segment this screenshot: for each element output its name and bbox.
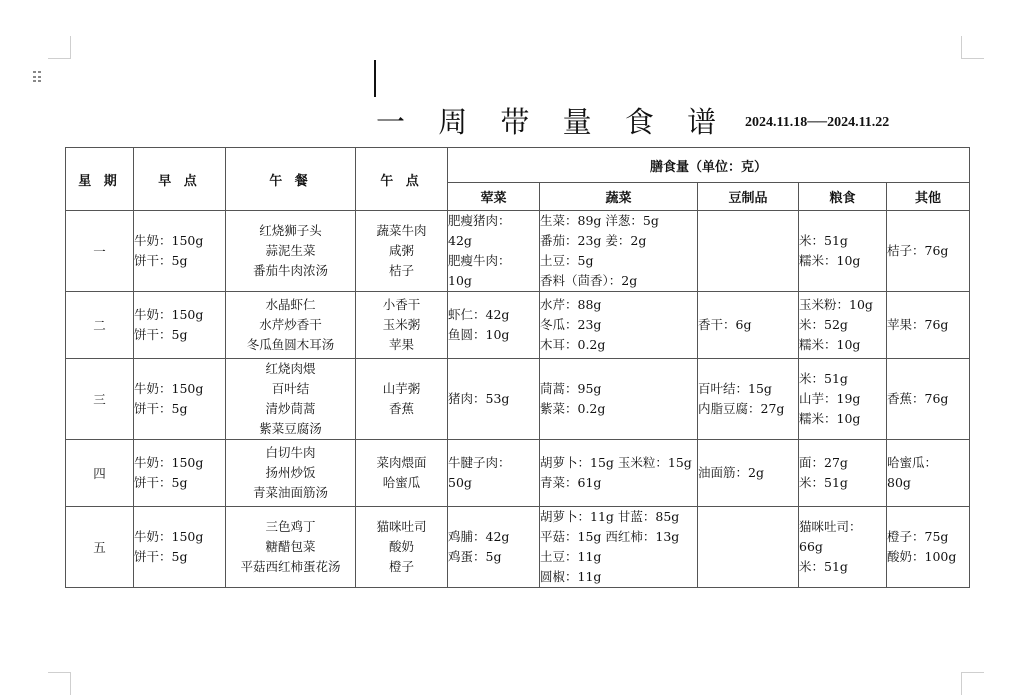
header-grain: 粮食 (799, 183, 887, 211)
lunch-line: 冬瓜鱼圆木耳汤 (246, 337, 335, 352)
snack-line: 苹果 (388, 337, 414, 352)
lunch-line: 蒜泥生菜 (265, 243, 316, 258)
vegetable-line: 生菜：89g 洋葱：5g (540, 213, 659, 228)
grain-cell[interactable] (799, 211, 887, 292)
vegetable-cell[interactable] (540, 440, 698, 507)
breakfast-line: 饼干：5g (134, 327, 188, 342)
snack-cell[interactable] (356, 440, 448, 507)
snack-line: 山芋粥 (382, 381, 421, 396)
lunch-line: 紫菜豆腐汤 (259, 421, 322, 436)
soy-cell[interactable] (698, 440, 799, 507)
soy-line: 百叶结：15g (698, 381, 772, 396)
other-line: 桔子：76g (887, 243, 949, 258)
header-other: 其他 (887, 183, 970, 211)
lunch-line: 红烧狮子头 (259, 223, 322, 238)
soy-cell[interactable] (698, 292, 799, 359)
snack-line: 香蕉 (388, 401, 414, 416)
vegetable-cell[interactable] (540, 292, 698, 359)
document-title[interactable]: 一 周 带 量 食 谱 (376, 105, 729, 139)
meat-cell[interactable] (448, 507, 540, 588)
lunch-line: 百叶结 (271, 381, 310, 396)
grain-line: 面：27g (799, 455, 848, 470)
meat-line: 肥瘦牛肉： (448, 253, 511, 268)
page-corner-mark-bottom-left (48, 672, 71, 695)
lunch-cell[interactable] (226, 359, 356, 440)
other-line: 酸奶：100g (887, 549, 957, 564)
meat-line: 肥瘦猪肉： (448, 213, 511, 228)
vegetable-line: 胡萝卜：15g 玉米粒：15g (540, 455, 692, 470)
table-row (66, 292, 970, 359)
vegetable-line: 土豆：11g (540, 549, 602, 564)
grain-line: 糯米：10g (799, 337, 861, 352)
lunch-line: 番茄牛肉浓汤 (252, 263, 328, 278)
lunch-line: 三色鸡丁 (265, 519, 316, 534)
meat-line: 牛腱子肉： (448, 455, 511, 470)
weekday-cell[interactable] (66, 440, 134, 507)
vegetable-cell[interactable] (540, 359, 698, 440)
snack-line: 橙子 (388, 559, 414, 574)
lunch-line: 水晶虾仁 (265, 297, 316, 312)
other-cell[interactable] (887, 211, 970, 292)
block-drag-handle-icon[interactable] (33, 71, 41, 83)
weekday-cell[interactable] (66, 292, 134, 359)
breakfast-line: 牛奶：150g (134, 529, 204, 544)
meat-line: 50g (448, 475, 472, 490)
grain-line: 山芋：19g (799, 391, 861, 406)
vegetable-line: 土豆：5g (540, 253, 594, 268)
soy-line: 香干：6g (698, 317, 752, 332)
grain-line: 糯米：10g (799, 411, 861, 426)
weekday-cell[interactable] (66, 359, 134, 440)
weekday-label: 二 (93, 318, 106, 333)
breakfast-cell[interactable] (134, 359, 226, 440)
meat-cell[interactable] (448, 211, 540, 292)
grain-line: 玉米粉：10g (799, 297, 873, 312)
table-row (66, 211, 970, 292)
lunch-line: 扬州炒饭 (265, 465, 316, 480)
header-lunch: 午 餐 (226, 148, 356, 211)
grain-line: 糯米：10g (799, 253, 861, 268)
lunch-cell[interactable] (226, 507, 356, 588)
other-line: 橙子：75g (887, 529, 949, 544)
meat-line: 鸡蛋：5g (448, 549, 502, 564)
soy-line: 内脂豆腐：27g (698, 401, 785, 416)
text-cursor (374, 60, 376, 97)
meat-cell[interactable] (448, 359, 540, 440)
snack-cell[interactable] (356, 211, 448, 292)
other-line: 香蕉：76g (887, 391, 949, 406)
weekly-menu-table[interactable] (65, 147, 970, 588)
table-row (66, 507, 970, 588)
snack-line: 菜肉煨面 (376, 455, 427, 470)
snack-line: 玉米粥 (382, 317, 421, 332)
lunch-line: 水芹炒香干 (259, 317, 322, 332)
meat-line: 猪肉：53g (448, 391, 510, 406)
header-snack: 午 点 (356, 148, 448, 211)
snack-cell[interactable] (356, 359, 448, 440)
soy-line: 油面筋：2g (698, 465, 764, 480)
vegetable-line: 胡萝卜：11g 甘蓝：85g (540, 509, 680, 524)
meat-line: 鱼圆：10g (448, 327, 510, 342)
vegetable-line: 水芹：88g (540, 297, 602, 312)
snack-line: 猫咪吐司 (376, 519, 427, 534)
other-line: 80g (887, 475, 911, 490)
vegetable-cell[interactable] (540, 211, 698, 292)
vegetable-line: 冬瓜：23g (540, 317, 602, 332)
header-meat: 荤菜 (448, 183, 540, 211)
grain-cell[interactable] (799, 507, 887, 588)
lunch-cell[interactable] (226, 440, 356, 507)
snack-line: 蔬菜牛肉 (376, 223, 427, 238)
header-meal-quantity: 膳食量（单位：克） (448, 148, 970, 183)
breakfast-cell[interactable] (134, 440, 226, 507)
meat-line: 虾仁：42g (448, 307, 510, 322)
page-corner-mark-top-right (961, 36, 984, 59)
breakfast-line: 饼干：5g (134, 549, 188, 564)
weekday-label: 五 (93, 540, 106, 555)
snack-line: 小香干 (382, 297, 421, 312)
breakfast-cell[interactable] (134, 292, 226, 359)
vegetable-cell[interactable] (540, 507, 698, 588)
page-corner-mark-top-left (48, 36, 71, 59)
meat-line: 鸡脯：42g (448, 529, 510, 544)
other-cell[interactable] (887, 507, 970, 588)
breakfast-cell[interactable] (134, 211, 226, 292)
weekday-label: 三 (93, 392, 106, 407)
snack-cell[interactable] (356, 292, 448, 359)
other-cell[interactable] (887, 359, 970, 440)
grain-line: 66g (799, 539, 823, 554)
vegetable-line: 番茄：23g 姜：2g (540, 233, 647, 248)
table-row (66, 359, 970, 440)
vegetable-line: 平菇：15g 西红柿：13g (540, 529, 680, 544)
header-breakfast: 早 点 (134, 148, 226, 211)
lunch-line: 平菇西红柿蛋花汤 (240, 559, 341, 574)
meat-line: 10g (448, 273, 472, 288)
grain-line: 米：51g (799, 559, 848, 574)
grain-cell[interactable] (799, 440, 887, 507)
soy-cell[interactable] (698, 507, 799, 588)
soy-cell[interactable] (698, 359, 799, 440)
grain-line: 猫咪吐司： (799, 519, 862, 534)
grain-line: 米：51g (799, 233, 848, 248)
snack-line: 桔子 (388, 263, 414, 278)
weekday-label: 一 (93, 244, 106, 259)
breakfast-line: 牛奶：150g (134, 233, 204, 248)
snack-line: 酸奶 (388, 539, 414, 554)
other-line: 哈蜜瓜： (887, 455, 938, 470)
grain-line: 米：52g (799, 317, 848, 332)
meat-line: 42g (448, 233, 472, 248)
header-soy: 豆制品 (698, 183, 799, 211)
weekday-label: 四 (93, 466, 106, 481)
lunch-cell[interactable] (226, 292, 356, 359)
lunch-cell[interactable] (226, 211, 356, 292)
vegetable-line: 紫菜：0.2g (540, 401, 606, 416)
header-vegetable: 蔬菜 (540, 183, 698, 211)
soy-cell[interactable] (698, 211, 799, 292)
vegetable-line: 木耳：0.2g (540, 337, 606, 352)
other-cell[interactable] (887, 292, 970, 359)
vegetable-line: 青菜：61g (540, 475, 602, 490)
grain-line: 米：51g (799, 371, 848, 386)
lunch-line: 糖醋包菜 (265, 539, 316, 554)
date-range[interactable]: 2024.11.18──2024.11.22 (745, 115, 890, 130)
vegetable-line: 茼蒿：95g (540, 381, 602, 396)
lunch-line: 青菜油面筋汤 (252, 485, 328, 500)
vegetable-line: 香料（茴香）：2g (540, 273, 638, 288)
lunch-line: 红烧肉煨 (265, 361, 316, 376)
snack-line: 哈蜜瓜 (382, 475, 421, 490)
table-row (66, 440, 970, 507)
other-line: 苹果：76g (887, 317, 949, 332)
breakfast-line: 牛奶：150g (134, 381, 204, 396)
meat-cell[interactable] (448, 440, 540, 507)
grain-cell[interactable] (799, 292, 887, 359)
page-corner-mark-bottom-right (961, 672, 984, 695)
weekday-cell[interactable] (66, 211, 134, 292)
snack-cell[interactable] (356, 507, 448, 588)
breakfast-line: 饼干：5g (134, 475, 188, 490)
breakfast-line: 饼干：5g (134, 401, 188, 416)
breakfast-cell[interactable] (134, 507, 226, 588)
vegetable-line: 圆椒：11g (540, 569, 602, 584)
meat-cell[interactable] (448, 292, 540, 359)
breakfast-line: 牛奶：150g (134, 307, 204, 322)
grain-cell[interactable] (799, 359, 887, 440)
breakfast-line: 饼干：5g (134, 253, 188, 268)
lunch-line: 清炒茼蒿 (265, 401, 316, 416)
header-weekday: 星 期 (66, 148, 134, 211)
grain-line: 米：51g (799, 475, 848, 490)
snack-line: 咸粥 (388, 243, 414, 258)
weekday-cell[interactable] (66, 507, 134, 588)
other-cell[interactable] (887, 440, 970, 507)
breakfast-line: 牛奶：150g (134, 455, 204, 470)
lunch-line: 白切牛肉 (265, 445, 316, 460)
